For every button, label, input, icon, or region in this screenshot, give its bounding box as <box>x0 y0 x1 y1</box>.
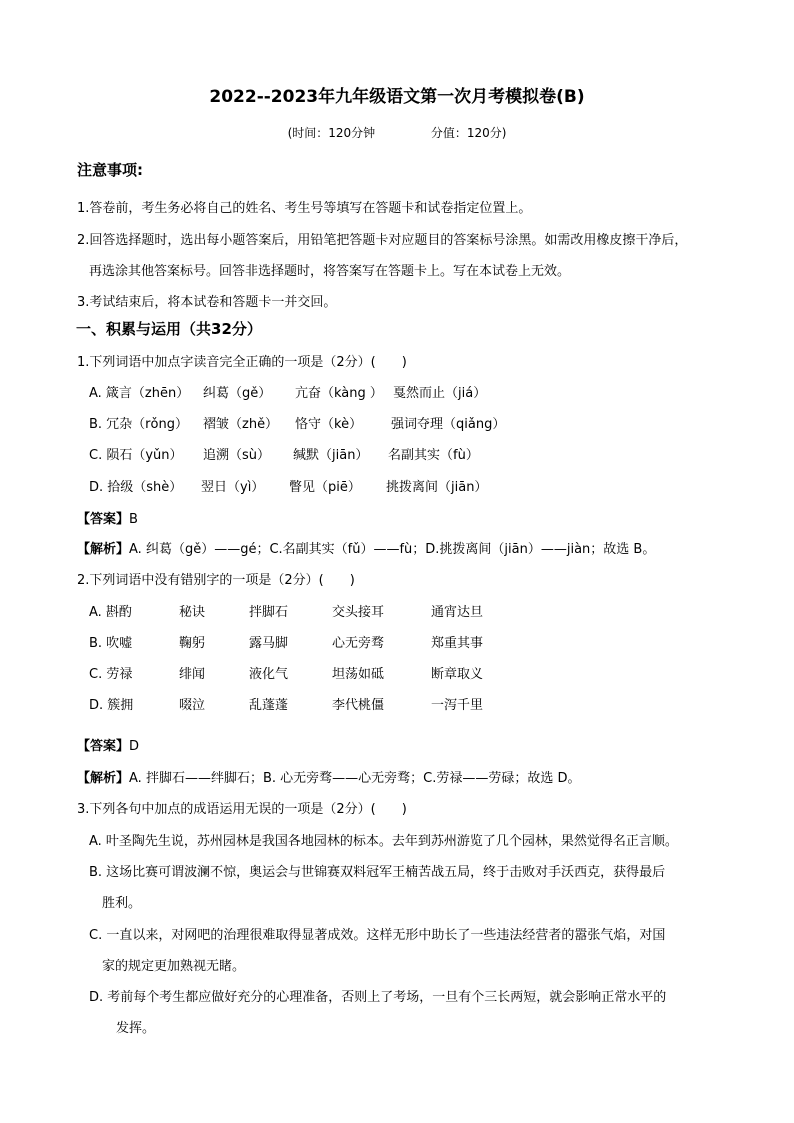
q1-option-a-4: 戛然而止（jiá） <box>393 386 487 401</box>
q2-answer-tag: 【答案】 <box>77 739 130 754</box>
q2-option-d-2: 啜泣 <box>179 698 206 713</box>
q1-analysis-line <box>77 543 655 556</box>
q2-option-d-4: 李代桃僵 <box>332 698 385 713</box>
q1-stem: 1.下列词语中加点字读音完全正确的一项是（2分）( ) <box>77 355 407 370</box>
q2-option-c-4: 坦荡如砥 <box>332 667 385 682</box>
q1-option-a-2: 纠葛（gě） <box>203 386 272 401</box>
q3-stem: 3.下列各句中加点的成语运用无误的一项是（2分）( ) <box>77 802 407 817</box>
q1-analysis: A. 纠葛（gě）——gé；C.名副其实（fǔ）——fù；D.挑拨离间（jiān）——jiàn；故选 B。 <box>129 542 656 557</box>
q1-answer-tag: 【答案】 <box>77 512 130 527</box>
q1-option-c-3: 缄默（jiān） <box>293 448 369 463</box>
notice-item-2-line-1: 2.回答选择题时，选出每小题答案后，用铅笔把答题卡对应题目的答案标号涂黑。如需改用橡皮擦干净后， <box>77 233 688 248</box>
q1-option-d-3: 瞥见（piē） <box>289 480 361 495</box>
q1-answer: B <box>129 512 138 527</box>
notice-heading: 注意事项: <box>77 161 143 179</box>
q2-analysis-tag: 【解析】 <box>77 771 130 786</box>
exam-score: 分值：120分) <box>430 126 507 140</box>
q1-option-b-2: 褶皱（zhě） <box>203 417 279 432</box>
q2-option-c-5: 断章取义 <box>431 667 484 682</box>
q3-option-b-line-1: B. 这场比赛可谓波澜不惊，奥运会与世锦赛双料冠军王楠苦战五局，终于击败对手沃西克，获得最后 <box>89 865 666 880</box>
q2-option-d-5: 一泻千里 <box>431 698 484 713</box>
notice-item-2-line-2: 再选涂其他答案标号。回答非选择题时，将答案写在答题卡上。写在本试卷上无效。 <box>89 264 571 279</box>
q2-option-a-5: 通宵达旦 <box>431 605 484 620</box>
q2-analysis: A. 拌脚石——绊脚石；B. 心无旁骛——心无旁骛；C.劳禄——劳碌；故选 D。 <box>129 771 581 786</box>
notice-item-1: 1.答卷前，考生务必将自己的姓名、考生号等填写在答题卡和试卷指定位置上。 <box>77 201 532 216</box>
q2-option-a-3: 拌脚石 <box>249 605 289 620</box>
q3-option-a: A. 叶圣陶先生说，苏州园林是我国各地园林的标本。去年到苏州游览了几个园林，果然觉得名正言顺。 <box>89 834 678 849</box>
q3-option-b-line-2: 胜利。 <box>102 896 142 911</box>
q1-option-a-3: 亢奋（kàng ） <box>295 386 383 401</box>
q2-option-b-1: B. 吹嘘 <box>89 636 133 651</box>
section-heading: 一、积累与运用（共32分） <box>76 320 262 338</box>
q2-stem: 2.下列词语中没有错别字的一项是（2分）( ) <box>77 573 355 588</box>
q1-option-d-2: 翌日（yì） <box>201 480 265 495</box>
q2-option-a-4: 交头接耳 <box>332 605 385 620</box>
q2-option-d-3: 乱蓬蓬 <box>249 698 289 713</box>
q2-answer-line <box>77 740 139 753</box>
q1-option-a-1: A. 箴言（zhēn） <box>89 386 190 401</box>
q1-option-d-4: 挑拨离间（jiān） <box>386 480 488 495</box>
q2-option-b-2: 鞠躬 <box>179 636 206 651</box>
q1-analysis-tag: 【解析】 <box>77 542 130 557</box>
q2-option-a-2: 秘诀 <box>179 605 206 620</box>
q2-answer: D <box>129 739 140 754</box>
exam-time: (时间：120分钟 <box>287 126 376 140</box>
q3-option-c-line-2: 家的规定更加熟视无睹。 <box>102 959 246 974</box>
q3-option-d-line-1: D. 考前每个考生都应做好充分的心理准备，否则上了考场，一旦有个三长两短，就会影响正常水平的 <box>89 990 667 1005</box>
q2-option-c-1: C. 劳禄 <box>89 667 133 682</box>
q1-option-c-1: C. 陨石（yǔn） <box>89 448 183 463</box>
q1-option-d-1: D. 拾级（shè） <box>89 480 183 495</box>
q1-option-b-1: B. 冗杂（rǒng） <box>89 417 188 432</box>
q2-option-a-1: A. 斟酌 <box>89 605 132 620</box>
page-title: 2022--2023年九年级语文第一次月考模拟卷(B) <box>209 87 585 107</box>
q3-option-d-line-2: 发挥。 <box>116 1021 156 1036</box>
q2-analysis-line <box>77 772 580 785</box>
notice-item-3: 3.考试结束后，将本试卷和答题卡一并交回。 <box>77 295 337 310</box>
q1-option-b-3: 恪守（kè） <box>295 417 363 432</box>
q2-option-b-5: 郑重其事 <box>431 636 484 651</box>
exam-info <box>0 127 794 139</box>
q2-option-b-3: 露马脚 <box>249 636 289 651</box>
q2-option-b-4: 心无旁骛 <box>332 636 385 651</box>
q2-option-c-3: 液化气 <box>249 667 289 682</box>
q1-answer-line <box>77 513 138 526</box>
q1-option-c-2: 追溯（sù） <box>203 448 271 463</box>
q1-option-c-4: 名副其实（fù） <box>388 448 479 463</box>
q1-option-b-4: 强词夺理（qiǎng） <box>391 417 506 432</box>
q3-option-c-line-1: C. 一直以来，对网吧的治理很难取得显著成效。这样无形中助长了一些违法经营者的嚣张气焰，对国 <box>89 928 666 943</box>
q2-option-c-2: 绯闻 <box>179 667 206 682</box>
q2-option-d-1: D. 簇拥 <box>89 698 134 713</box>
